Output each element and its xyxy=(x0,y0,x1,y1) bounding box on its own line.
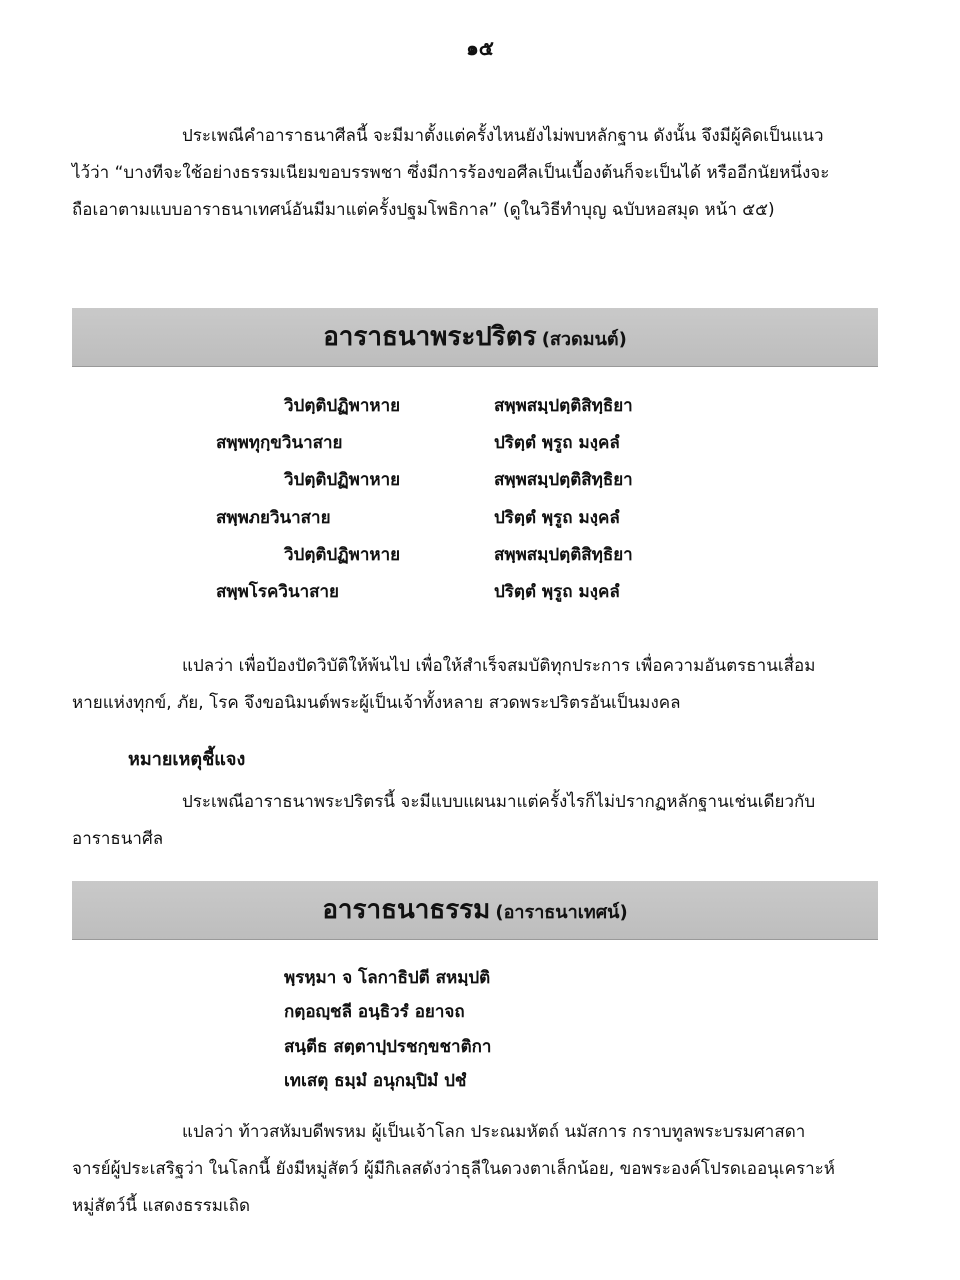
translation-line: แปลว่า เพื่อป้องปัดวิบัติให้พ้นไป เพื่อให้สำเร็จสมบัติทุกประการ เพื่อความอันตรธานเสื่อม xyxy=(182,656,816,676)
section-subtitle: (สวดมนต์) xyxy=(541,329,627,350)
intro-line: ไว้ว่า “บางทีจะใช้อย่างธรรมเนียมขอบรรพชา ซึ่งมีการร้องขอศีลเป็นเบื้องต้นก็จะเป็นได้ หรืออีกนัยหนึ่งจะ xyxy=(72,163,830,183)
note-line: ประเพณีอาราธนาพระปริตรนี้ จะมีแบบแผนมาแต่ครั้งไรก็ไม่ปรากฏหลักฐานเช่นเดียวกับ xyxy=(182,792,816,812)
pali-line: เทเสตุ ธมฺมํ อนุกมฺปิมํ ปชํ xyxy=(284,1071,467,1091)
section-title: อาราธนาธรรม xyxy=(322,895,491,925)
verse-right: สพฺพสมฺปตฺติสิทฺธิยา xyxy=(494,470,633,490)
section-subtitle: (อาราธนาเทศน์) xyxy=(495,902,628,923)
section-title: อาราธนาพระปริตร xyxy=(323,322,537,352)
pali-line: กตฺอญฺชลี อนฺธิวรํ อยาจถ xyxy=(284,1002,465,1022)
paritta-translation xyxy=(72,648,880,722)
intro-line: ถือเอาตามแบบอาราธนาเทศน์อันมีมาแต่ครั้งปฐมโพธิกาล” (ดูในวิธีทำบุญ ฉบับหอสมุด หน้า ๕๕) xyxy=(72,200,775,220)
verse-left: สพฺพทุกฺขวินาสาย xyxy=(216,433,343,453)
page-number: ๑๕ xyxy=(466,36,494,60)
intro-paragraph xyxy=(72,118,880,229)
verse-left: สพฺพภยวินาสาย xyxy=(216,508,331,528)
verse-left: วิปตฺติปฏิพาหาย xyxy=(284,545,401,565)
pali-line: พฺรหฺมา จ โลกาธิปตี สหมฺปติ xyxy=(284,968,491,988)
verse-left: วิปตฺติปฏิพาหาย xyxy=(284,396,401,416)
translation-line: หมู่สัตว์นี้ แสดงธรรมเถิด xyxy=(72,1196,251,1216)
verse-right: สพฺพสมฺปตฺติสิทฺธิยา xyxy=(494,396,633,416)
verse-right: ปริตฺตํ พฺรูถ มงฺคลํ xyxy=(494,508,620,528)
translation-line: หายแห่งทุกข์, ภัย, โรค จึงขอนิมนต์พระผู้เป็นเจ้าทั้งหลาย สวดพระปริตรอันเป็นมงคล xyxy=(72,693,681,713)
verse-left: วิปตฺติปฏิพาหาย xyxy=(284,470,401,490)
pali-line: สนฺตีธ สตฺตาปฺปรชกฺขชาติกา xyxy=(284,1037,492,1057)
verse-right: ปริตฺตํ พฺรูถ มงฺคลํ xyxy=(494,582,620,602)
note-heading: หมายเหตุชี้แจง xyxy=(128,749,246,770)
note-line: อาราธนาศีล xyxy=(72,829,164,849)
verse-right: ปริตฺตํ พฺรูถ มงฺคลํ xyxy=(494,433,620,453)
verse-left: สพฺพโรควินาสาย xyxy=(216,582,340,602)
dhamma-translation xyxy=(72,1114,880,1225)
translation-line: แปลว่า ท้าวสหัมบดีพรหม ผู้เป็นเจ้าโลก ประณมหัตถ์ นมัสการ กราบทูลพระบรมศาสดา xyxy=(182,1122,806,1142)
verse-right: สพฺพสมฺปตฺติสิทฺธิยา xyxy=(494,545,633,565)
section-banner-dhamma xyxy=(72,881,878,940)
section-banner-paritta xyxy=(72,308,878,367)
intro-line: ประเพณีคำอาราธนาศีลนี้ จะมีมาตั้งแต่ครั้งไหนยังไม่พบหลักฐาน ดังนั้น จึงมีผู้คิดเป็นแนว xyxy=(182,126,824,146)
note-paragraph xyxy=(72,784,880,858)
translation-line: จารย์ผู้ประเสริฐว่า ในโลกนี้ ยังมีหมู่สัตว์ ผู้มีกิเลสดังว่าธุลีในดวงตาเล็กน้อย, ขอพระองค์โปรดเออนุเคราะห์ xyxy=(72,1159,835,1179)
